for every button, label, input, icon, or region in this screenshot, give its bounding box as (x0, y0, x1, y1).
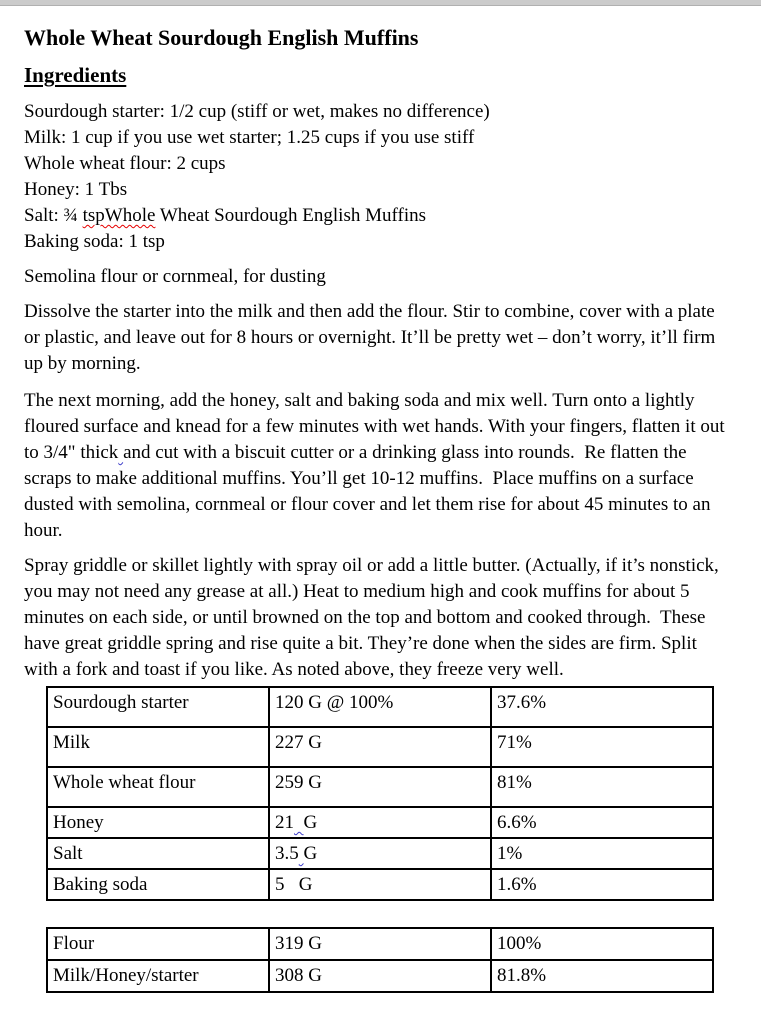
p2-text-pre: The next morning, add the honey, salt and baking soda and mix well. Turn onto a lightly floured surface and knead for a few minutes with wet hands. With your fingers, flatten it out to 3/4" thick (24, 390, 730, 463)
cell-ingredient: Whole wheat flour (47, 767, 269, 807)
cell-amount: 259 G (269, 767, 491, 807)
table-row (47, 960, 713, 992)
cell-ingredient: Sourdough starter (47, 687, 269, 727)
table-row (47, 767, 713, 807)
amount-unit: G (303, 812, 318, 833)
spellcheck-squiggle-tspwhole: tspWhole (82, 205, 156, 226)
table-row (47, 869, 713, 900)
cell-percent: 81.8% (491, 960, 713, 992)
ingredient-line-honey: Honey: 1 Tbs (24, 179, 128, 200)
ingredient-line-milk: Milk: 1 cup if you use wet starter; 1.25 cups if you use stiff (24, 127, 475, 148)
cell-percent: 100% (491, 928, 713, 960)
cell-percent: 1.6% (491, 869, 713, 900)
recipe-title: Whole Wheat Sourdough English Muffins (24, 25, 419, 50)
p2-text-post: and cut with a biscuit cutter or a drinking glass into rounds. Re flatten the scraps to make additional muffins. You’ll get 10-12 muffins. Place muffins on a surface dusted with semolina, cornmeal or flour cover and let them rise for about 45 minutes to an hour. (24, 442, 716, 541)
paragraph-cooking: Spray griddle or skillet lightly with spray oil or add a little butter. (Actually, if it’s nonstick, you may not need any grease at all.) Heat to medium high and cook muffins for about 5 minutes on each side, or until browned on the top and bottom and cooked through. These have great griddle spring and rise quite a bit. They’re done when the sides are firm. Split with a fork and toast if you like. As noted above, they freeze very well. (24, 555, 724, 680)
cell-ingredient: Flour (47, 928, 269, 960)
cell-ingredient: Honey (47, 807, 269, 838)
cell-amount (269, 838, 491, 869)
cell-ingredient: Milk/Honey/starter (47, 960, 269, 992)
cell-percent: 1% (491, 838, 713, 869)
ingredient-line-flour: Whole wheat flour: 2 cups (24, 153, 226, 174)
ingredient-line-salt (24, 203, 735, 229)
cell-ingredient: Baking soda (47, 869, 269, 900)
table-row (47, 807, 713, 838)
dusting-line: Semolina flour or cornmeal, for dusting (24, 266, 326, 287)
totals-table (46, 927, 714, 993)
cell-ingredient: Milk (47, 727, 269, 767)
bakers-percentage-table (46, 686, 714, 901)
ingredient-list (24, 99, 735, 255)
table-row (47, 928, 713, 960)
cell-amount (269, 807, 491, 838)
ingredients-heading: Ingredients (24, 63, 127, 87)
ingredient-line-starter: Sourdough starter: 1/2 cup (stiff or wet, makes no difference) (24, 101, 490, 122)
cell-percent: 81% (491, 767, 713, 807)
table-row (47, 727, 713, 767)
cell-percent: 37.6% (491, 687, 713, 727)
cell-ingredient: Salt (47, 838, 269, 869)
cell-percent: 6.6% (491, 807, 713, 838)
cell-amount: 319 G (269, 928, 491, 960)
amount-unit: G (303, 843, 318, 864)
table-row (47, 687, 713, 727)
cell-percent: 71% (491, 727, 713, 767)
document-page[interactable] (0, 6, 761, 993)
cell-amount: 5 G (269, 869, 491, 900)
amount-value: 3.5 (275, 843, 299, 864)
cell-amount: 227 G (269, 727, 491, 767)
salt-text-post: Wheat Sourdough English Muffins (155, 205, 426, 226)
ingredient-line-baking-soda: Baking soda: 1 tsp (24, 231, 165, 252)
paragraph-next-morning (24, 388, 735, 544)
paragraph-dissolve: Dissolve the starter into the milk and then add the flour. Stir to combine, cover with a plate or plastic, and leave out for 8 hours or overnight. It’ll be pretty wet – don’t worry, it’ll firm up by morning. (24, 301, 720, 374)
cell-amount: 120 G @ 100% (269, 687, 491, 727)
cell-amount: 308 G (269, 960, 491, 992)
ingredients-heading-row (24, 60, 735, 90)
amount-value: 21 (275, 812, 294, 833)
table-row (47, 838, 713, 869)
salt-text-pre: Salt: ¾ (24, 205, 83, 226)
grammar-squiggle-gap (294, 812, 304, 833)
